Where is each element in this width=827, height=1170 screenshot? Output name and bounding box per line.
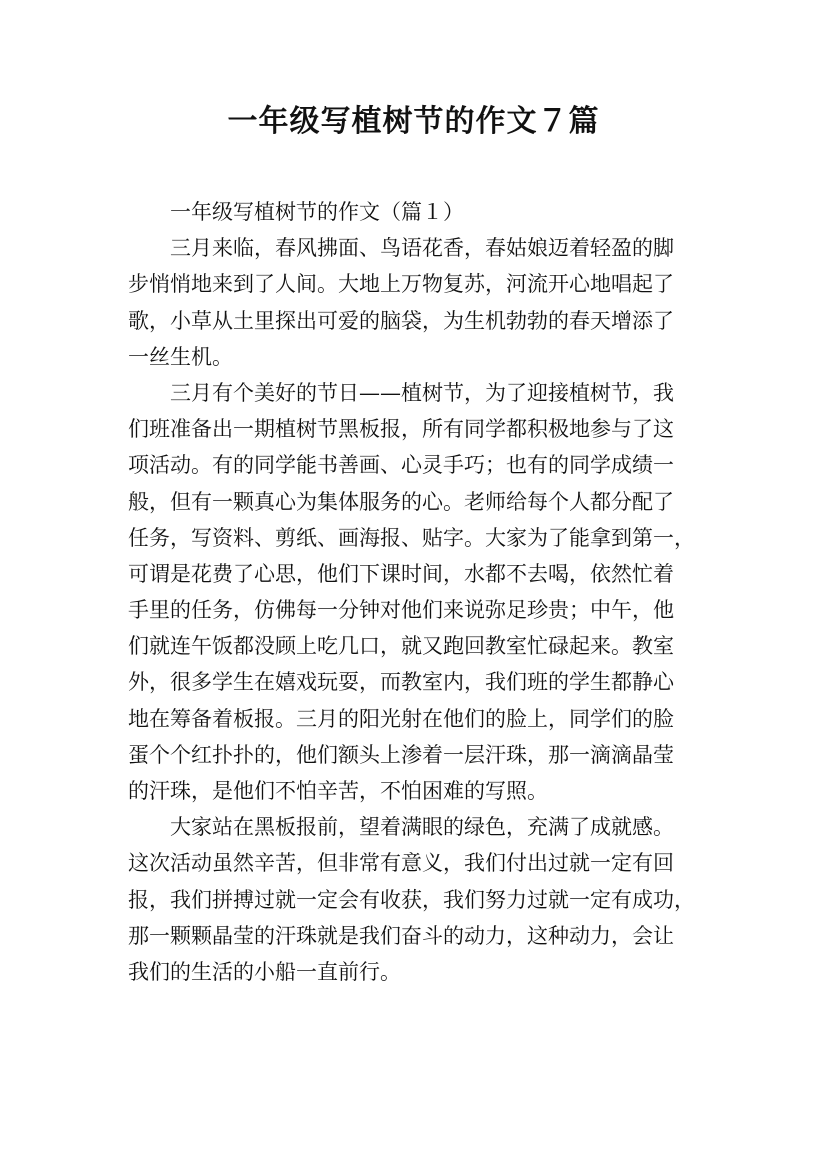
paragraph-line: 外，很多学生在嬉戏玩耍，而教室内，我们班的学生都静心 — [128, 670, 674, 695]
paragraph-line: 这次活动虽然辛苦，但非常有意义，我们付出过就一定有回 — [128, 851, 674, 876]
paragraph-line: 那一颗颗晶莹的汗珠就是我们奋斗的动力，这种动力，会让 — [128, 923, 674, 948]
paragraph-line: 们就连午饭都没顾上吃几口，就又跑回教室忙碌起来。教室 — [128, 634, 674, 659]
paragraph-line: 们班准备出一期植树节黑板报，所有同学都积极地参与了这 — [128, 417, 674, 442]
document-body — [128, 194, 718, 990]
paragraph-first-line: 一年级写植树节的作文（篇１） — [170, 200, 464, 224]
paragraph-line: 可谓是花费了心思，他们下课时间，水都不去喝，依然忙着 — [128, 561, 674, 586]
paragraph-line: 任务，写资料、剪纸、画海报、贴字。大家为了能拿到第一， — [128, 525, 695, 550]
document-title: 一年级写植树节的作文７篇 — [227, 104, 600, 139]
paragraph-line: 我们的生活的小船一直前行。 — [128, 959, 401, 984]
paragraph-line: 步悄悄地来到了人间。大地上万物复苏，河流开心地唱起了 — [128, 272, 674, 297]
paragraph-line: 地在筹备着板报。三月的阳光射在他们的脸上，同学们的脸 — [128, 706, 674, 731]
paragraph-line: 蛋个个红扑扑的，他们额头上渗着一层汗珠，那一滴滴晶莹 — [128, 742, 674, 767]
paragraph-first-line: 大家站在黑板报前，望着满眼的绿色，充满了成就感。 — [170, 815, 674, 840]
paragraph-line: 手里的任务，仿佛每一分钟对他们来说弥足珍贵；中午，他 — [128, 598, 674, 623]
paragraph-line: 般，但有一颗真心为集体服务的心。老师给每个人都分配了 — [128, 489, 674, 514]
paragraph-line: 项活动。有的同学能书善画、心灵手巧；也有的同学成绩一 — [128, 453, 674, 478]
paragraph-first-line: 三月有个美好的节日——植树节，为了迎接植树节，我 — [170, 380, 674, 405]
paragraph-line: 的汗珠，是他们不怕辛苦，不怕困难的写照。 — [128, 779, 548, 803]
paragraph-line: 一丝生机。 — [128, 344, 233, 369]
paragraph-first-line: 三月来临，春风拂面、鸟语花香，春姑娘迈着轻盈的脚 — [170, 236, 674, 261]
paragraph-line: 报，我们拼搏过就一定会有收获，我们努力过就一定有成功， — [128, 887, 695, 912]
paragraph-line: 歌，小草从土里探出可爱的脑袋，为生机勃勃的春天增添了 — [128, 308, 674, 333]
